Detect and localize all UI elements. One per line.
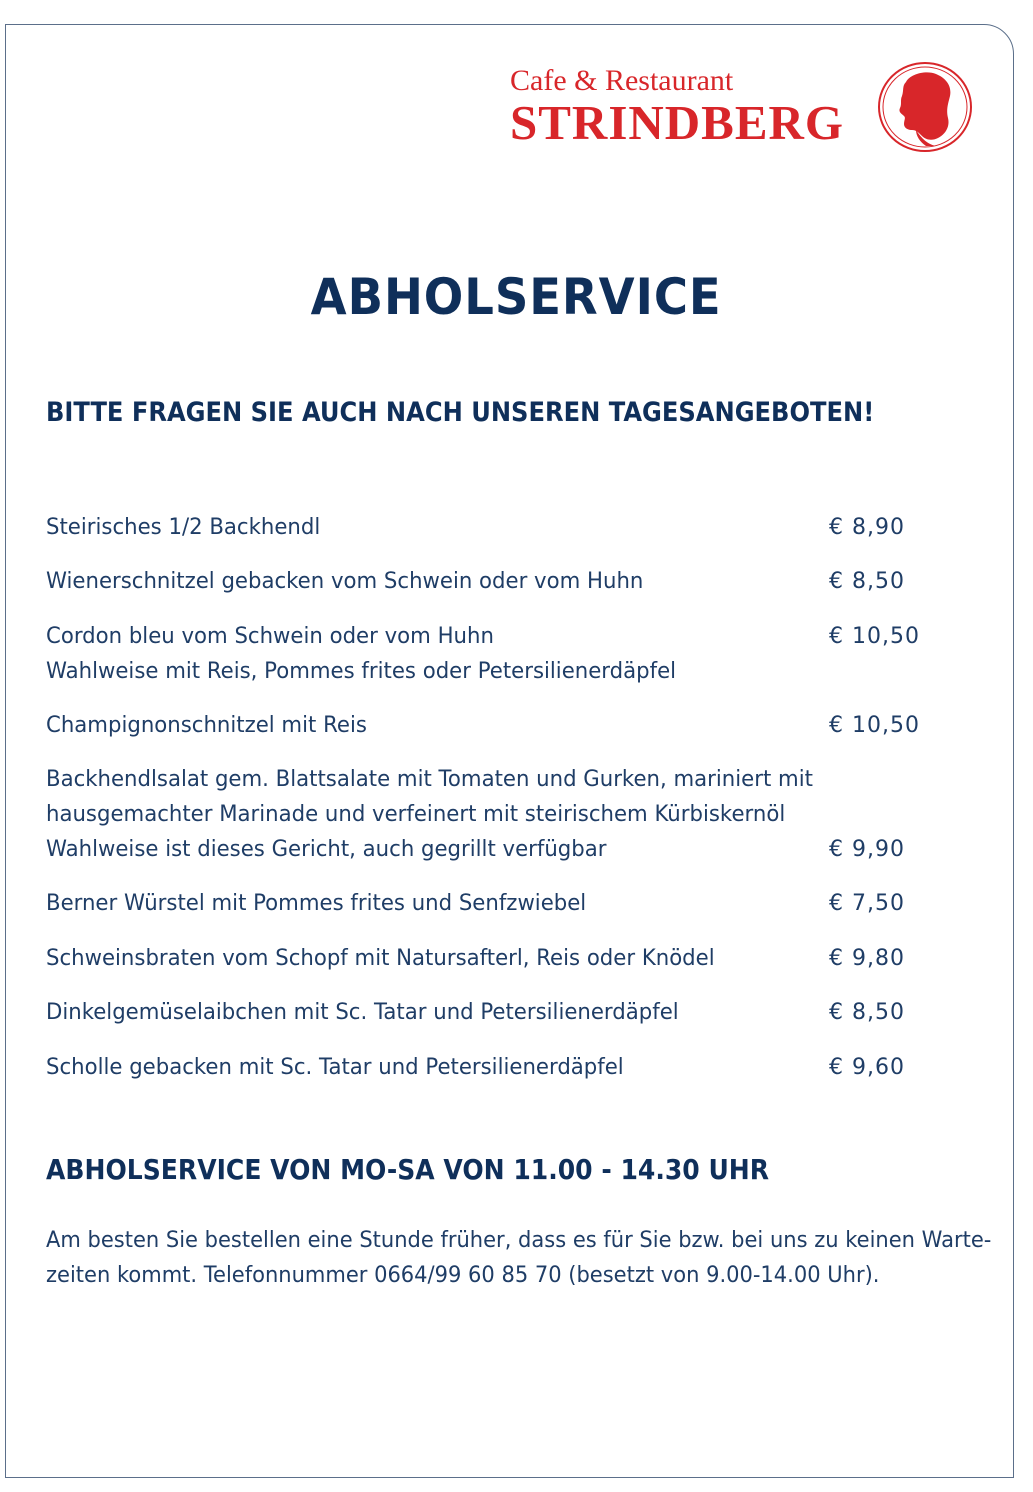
menu-item-price: € 8,90 xyxy=(829,515,905,540)
logo-name: STRINDBERG xyxy=(510,95,845,150)
menu-item-name: Scholle gebacken mit Sc. Tatar und Petersilienerdäpfel xyxy=(46,1055,624,1080)
menu-item-name: Steirisches 1/2 Backhendl xyxy=(46,515,321,540)
page-subtitle: BITTE FRAGEN SIE AUCH NACH UNSEREN TAGESANGEBOTEN! xyxy=(46,397,875,428)
menu-item-description: hausgemachter Marinade und verfeinert mit steirischem Kürbiskernöl xyxy=(46,802,786,827)
menu-item-price: € 9,60 xyxy=(829,1055,905,1080)
menu-item-price: € 10,50 xyxy=(829,624,920,649)
strindberg-portrait-icon xyxy=(876,60,974,154)
ordering-note-line: Am besten Sie bestellen eine Stunde früher, dass es für Sie bzw. bei uns zu keinen Warte- xyxy=(46,1228,992,1253)
menu-item-name: Champignonschnitzel mit Reis xyxy=(46,713,367,738)
menu-item-price: € 7,50 xyxy=(829,891,905,916)
menu-item xyxy=(46,564,946,599)
restaurant-logo xyxy=(510,64,980,156)
menu-item-name: Backhendlsalat gem. Blattsalate mit Tomaten und Gurken, mariniert mit xyxy=(46,767,813,792)
menu-item xyxy=(46,886,946,921)
menu-item-price: € 9,90 xyxy=(829,837,905,862)
menu-item-description: Wahlweise mit Reis, Pommes frites oder Petersilienerdäpfel xyxy=(46,659,677,684)
logo-tagline: Cafe & Restaurant xyxy=(510,64,734,97)
menu-item-name: Schweinsbraten vom Schopf mit Natursafterl, Reis oder Knödel xyxy=(46,946,715,971)
menu-item-name: Wienerschnitzel gebacken vom Schwein oder vom Huhn xyxy=(46,569,644,594)
menu-item-price: € 8,50 xyxy=(829,569,905,594)
menu-item xyxy=(46,941,946,976)
menu-item-name: Cordon bleu vom Schwein oder vom Huhn xyxy=(46,624,494,649)
menu-item xyxy=(46,510,946,545)
menu-item xyxy=(46,762,946,867)
menu-item xyxy=(46,619,946,689)
menu-item-price: € 8,50 xyxy=(829,1000,905,1025)
ordering-note-line: zeiten kommt. Telefonnummer 0664/99 60 85 70 (besetzt von 9.00-14.00 Uhr). xyxy=(46,1263,880,1288)
menu-item xyxy=(46,708,946,743)
page-title: ABHOLSERVICE xyxy=(310,268,722,326)
menu-item-name: Berner Würstel mit Pommes frites und Senfzwiebel xyxy=(46,891,587,916)
opening-hours-heading: ABHOLSERVICE VON MO-SA VON 11.00 - 14.30 UHR xyxy=(46,1153,770,1186)
menu-item-description: Wahlweise ist dieses Gericht, auch gegrillt verfügbar xyxy=(46,837,607,862)
ordering-note xyxy=(46,1223,1026,1293)
menu-item-name: Dinkelgemüselaibchen mit Sc. Tatar und Petersilienerdäpfel xyxy=(46,1000,679,1025)
menu-item xyxy=(46,995,946,1030)
menu-item-price: € 10,50 xyxy=(829,713,920,738)
menu-item xyxy=(46,1050,946,1085)
menu-item-price: € 9,80 xyxy=(829,946,905,971)
